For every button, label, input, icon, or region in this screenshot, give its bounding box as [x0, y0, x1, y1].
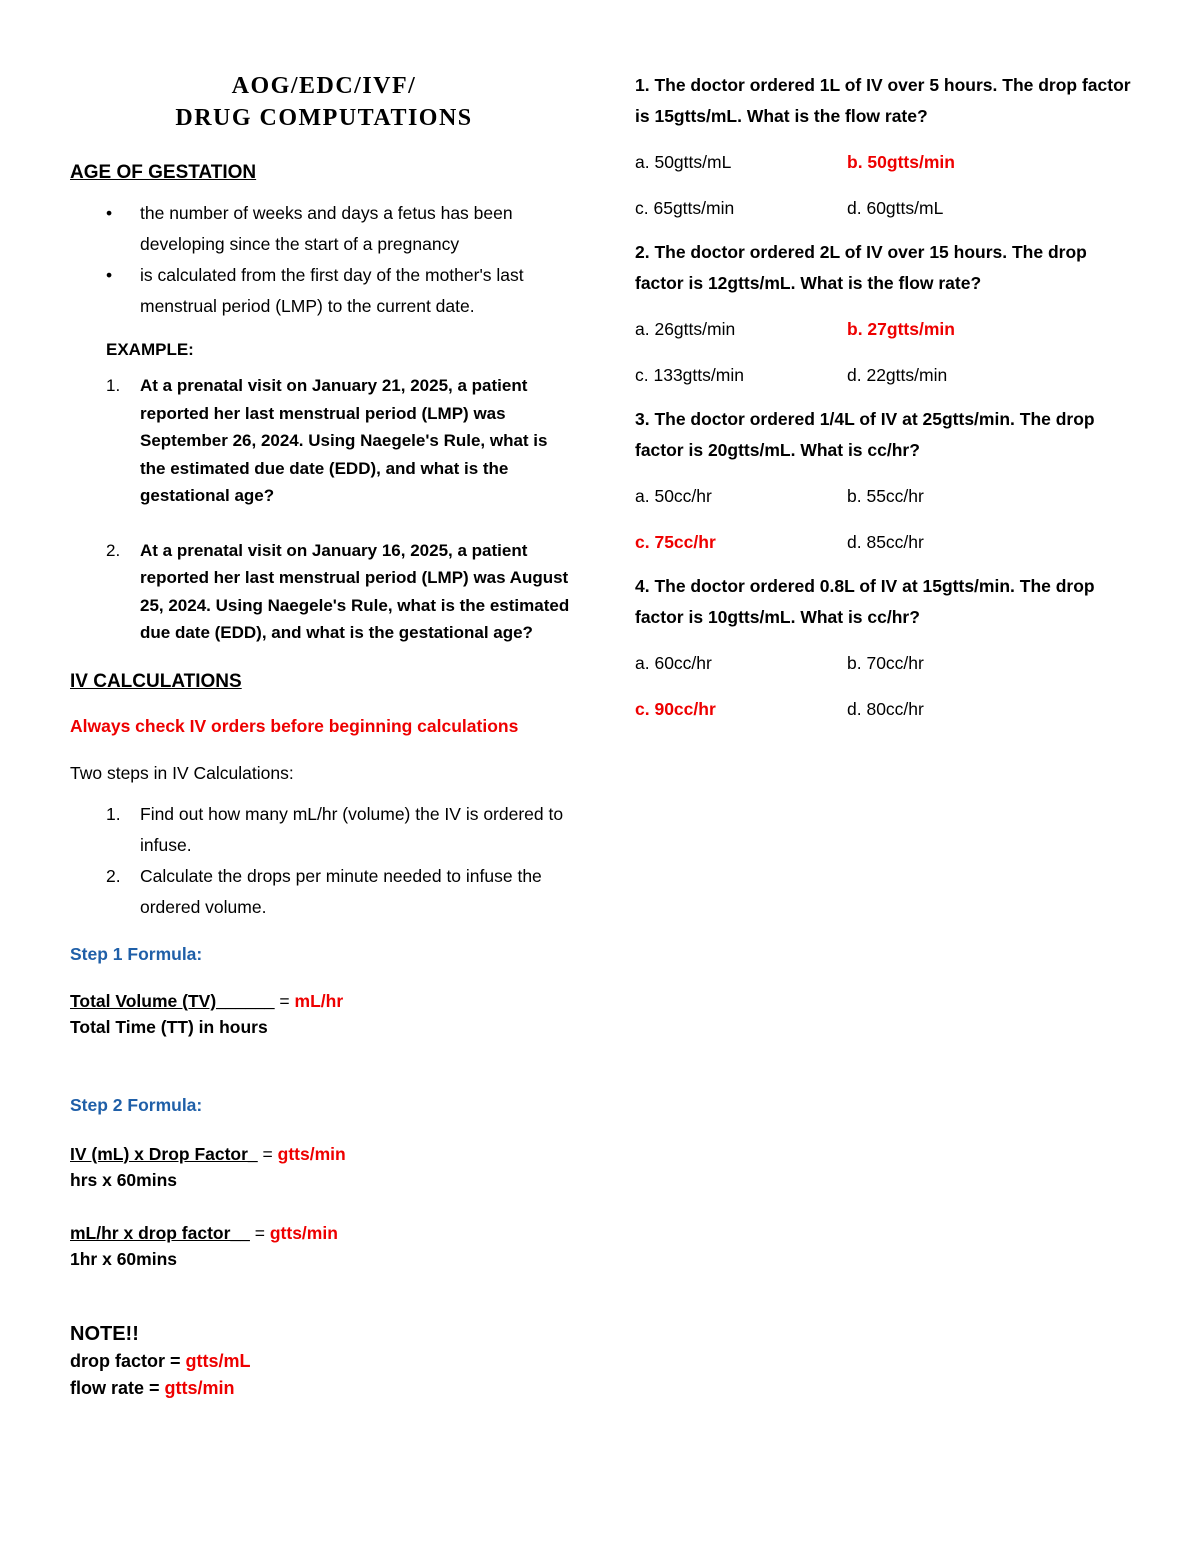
list-item: • is calculated from the first day of the mother's last menstrual period (LMP) to the current date.	[70, 260, 570, 322]
step2-f1-numerator: IV (mL) x Drop Factor_	[70, 1143, 258, 1164]
step1-label: Step 1 Formula:	[70, 943, 203, 964]
right-column	[635, 70, 1135, 725]
question-text: 2. The doctor ordered 2L of IV over 15 hours. The drop factor is 12gtts/mL. What is the flow rate?	[635, 242, 1087, 293]
list-item	[70, 372, 570, 510]
question-text: 4. The doctor ordered 0.8L of IV at 15gtts/min. The drop factor is 10gtts/mL. What is cc/hr?	[635, 576, 1095, 627]
example-list	[70, 372, 570, 647]
step2-f1-result: gtts/min	[277, 1143, 346, 1164]
left-column	[70, 70, 570, 1402]
example-text: At a prenatal visit on January 16, 2025, a patient reported her last menstrual period (LMP) was August 25, 2024. Using Naegele's Rule, what is the estimated due date (EDD), and what is the gestational age?	[140, 540, 570, 642]
option-b: b. 70cc/hr	[847, 653, 924, 673]
list-item: 1. Find out how many mL/hr (volume) the IV is ordered to infuse.	[106, 803, 564, 855]
example-number: 2.	[106, 540, 121, 560]
step1-denominator: Total Time (TT) in hours	[70, 1016, 268, 1037]
option-c: c. 65gtts/min	[635, 198, 735, 218]
question-3	[635, 404, 1135, 558]
iv-intro: Two steps in IV Calculations:	[70, 762, 294, 783]
aog-heading: AGE OF GESTATION	[70, 162, 257, 183]
option-b: b. 55cc/hr	[847, 486, 924, 506]
step1-result: mL/hr	[294, 990, 344, 1011]
option-b-answer: b. 27gtts/min	[847, 319, 955, 339]
option-d: d. 60gtts/mL	[847, 198, 944, 218]
option-d: d. 22gtts/min	[847, 365, 948, 385]
option-a: a. 50cc/hr	[635, 486, 712, 506]
step2-f1-denominator: hrs x 60mins	[70, 1169, 177, 1190]
option-c-answer: c. 75cc/hr	[635, 532, 716, 552]
example-label: EXAMPLE:	[106, 340, 194, 359]
bullet-icon: •	[106, 265, 113, 285]
iv-warning: Always check IV orders before beginning calculations	[70, 715, 519, 736]
step2-formula-1: IV (mL) x Drop Factor_ = gtts/min hrs x 60mins	[70, 1141, 570, 1193]
iv-steps-list	[70, 799, 570, 923]
step2-f2-result: gtts/min	[269, 1222, 338, 1243]
step1-formula: Total Volume (TV)______ = mL/hr Total Time (TT) in hours	[70, 988, 570, 1040]
question-text: 1. The doctor ordered 1L of IV over 5 hours. The drop factor is 15gtts/mL. What is the flow rate?	[635, 75, 1131, 126]
option-d: d. 85cc/hr	[847, 532, 924, 552]
list-item: • the number of weeks and days a fetus has been developing since the start of a pregnancy	[70, 198, 570, 260]
page-title	[78, 70, 570, 134]
question-1	[635, 70, 1135, 224]
option-c-answer: c. 90cc/hr	[635, 699, 716, 719]
bullet-icon: •	[106, 203, 113, 223]
step2-label: Step 2 Formula:	[70, 1094, 203, 1115]
option-c: c. 133gtts/min	[635, 365, 744, 385]
note-flow-rate-value: gtts/min	[164, 1377, 235, 1398]
step2-formula-2: mL/hr x drop factor__ = gtts/min 1hr x 60mins	[70, 1220, 570, 1272]
note-drop-factor-value: gtts/mL	[185, 1350, 251, 1371]
list-item: 2. Calculate the drops per minute needed to infuse the ordered volume.	[106, 865, 542, 917]
option-d: d. 80cc/hr	[847, 699, 924, 719]
example-number: 1.	[106, 376, 121, 395]
step2-f2-denominator: 1hr x 60mins	[70, 1248, 177, 1269]
step1-numerator: Total Volume (TV)______	[70, 990, 275, 1011]
example-text: At a prenatal visit on January 21, 2025, a patient reported her last menstrual period (LMP) was September 26, 2024. Using Naegele's Rule, what is the estimated due date (EDD), and what is the gestational age?	[140, 376, 548, 505]
question-text: 3. The doctor ordered 1/4L of IV at 25gtts/min. The drop factor is 20gtts/mL. What is cc/hr?	[635, 409, 1095, 460]
list-item	[70, 537, 570, 647]
iv-heading: IV CALCULATIONS	[70, 670, 242, 692]
question-4	[635, 571, 1135, 725]
note-title: NOTE!!	[70, 1322, 139, 1345]
option-a: a. 60cc/hr	[635, 653, 712, 673]
aog-bullet-list	[70, 198, 570, 322]
question-2	[635, 237, 1135, 391]
option-a: a. 50gtts/mL	[635, 152, 732, 172]
step2-f2-numerator: mL/hr x drop factor__	[70, 1222, 250, 1243]
option-b-answer: b. 50gtts/min	[847, 152, 955, 172]
title-line-2: DRUG COMPUTATIONS	[175, 105, 473, 131]
title-line-1: AOG/EDC/IVF/	[231, 73, 417, 99]
note-block: NOTE!! drop factor = gtts/mL flow rate = gtts/min	[70, 1320, 570, 1402]
option-a: a. 26gtts/min	[635, 319, 736, 339]
